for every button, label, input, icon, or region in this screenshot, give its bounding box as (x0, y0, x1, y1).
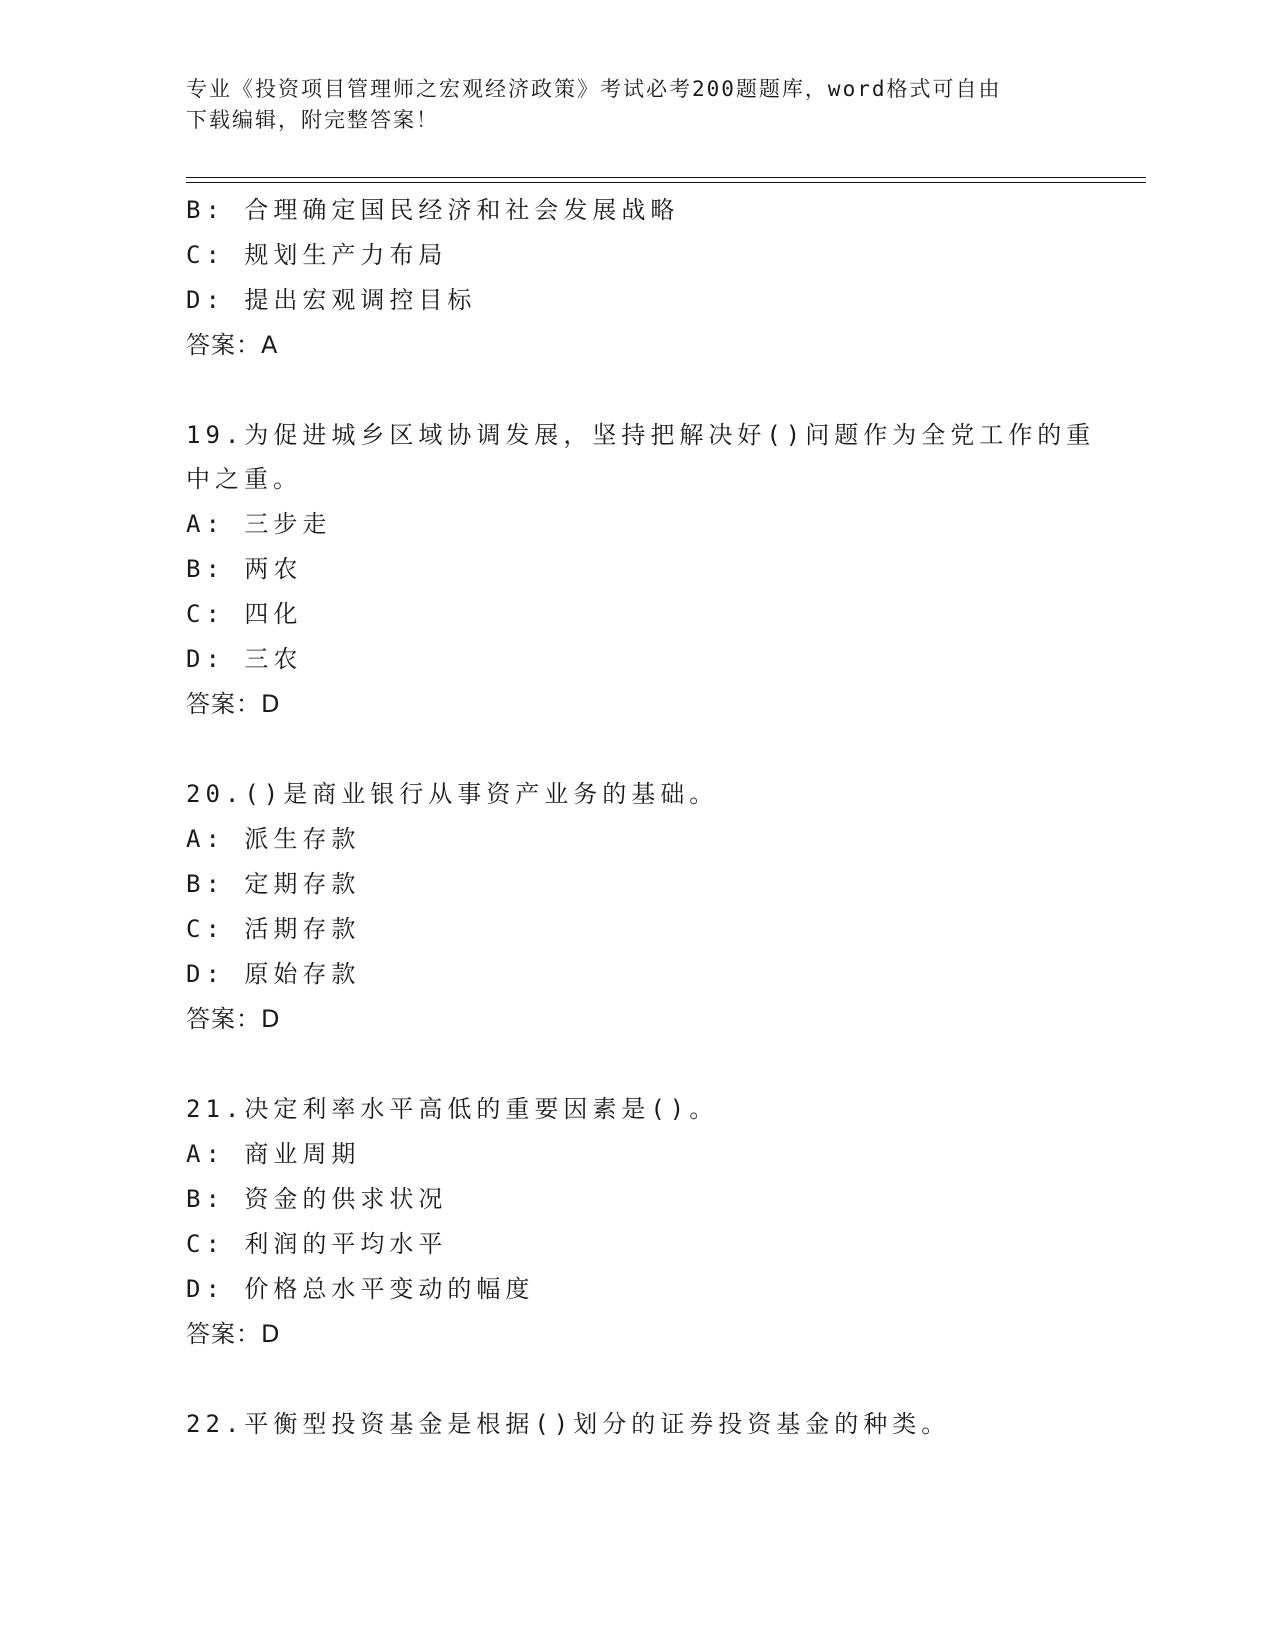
header-line-2: 下载编辑，附完整答案！ (186, 108, 439, 132)
q20-option-c: C: 活期存款 (186, 915, 361, 943)
q21-option-a: A: 商业周期 (186, 1140, 361, 1168)
header-line-1: 专业《投资项目管理师之宏观经济政策》考试必考200题题库，word格式可自由 (186, 77, 1002, 101)
q18-option-d: D: 提出宏观调控目标 (186, 286, 477, 314)
header-divider-top (186, 177, 1146, 178)
q20-option-d: D: 原始存款 (186, 960, 361, 988)
header-divider-bottom (186, 182, 1146, 183)
q20-answer: 答案：D (186, 1005, 281, 1033)
q22-question: 22.平衡型投资基金是根据()划分的证券投资基金的种类。 (186, 1410, 951, 1438)
q19-question-line-1: 19.为促进城乡区域协调发展，坚持把解决好()问题作为全党工作的重 (186, 421, 1096, 449)
q20-option-a: A: 派生存款 (186, 825, 361, 853)
q18-option-b: B: 合理确定国民经济和社会发展战略 (186, 196, 680, 224)
document-header (186, 74, 1086, 136)
q18-option-c: C: 规划生产力布局 (186, 241, 448, 269)
q21-option-b: B: 资金的供求状况 (186, 1185, 448, 1213)
q20-question: 20.()是商业银行从事资产业务的基础。 (186, 780, 719, 808)
q19-option-d: D: 三农 (186, 645, 303, 673)
q21-question: 21.决定利率水平高低的重要因素是()。 (186, 1095, 719, 1123)
q19-option-a: A: 三步走 (186, 510, 332, 538)
q18-answer: 答案：A (186, 331, 279, 359)
q19-option-c: C: 四化 (186, 600, 303, 628)
q20-option-b: B: 定期存款 (186, 870, 361, 898)
q19-answer: 答案：D (186, 690, 281, 718)
q19-option-b: B: 两农 (186, 555, 303, 583)
q21-answer: 答案：D (186, 1320, 281, 1348)
q21-option-c: C: 利润的平均水平 (186, 1230, 448, 1258)
q19-question-line-2: 中之重。 (186, 465, 302, 493)
q21-option-d: D: 价格总水平变动的幅度 (186, 1275, 535, 1303)
